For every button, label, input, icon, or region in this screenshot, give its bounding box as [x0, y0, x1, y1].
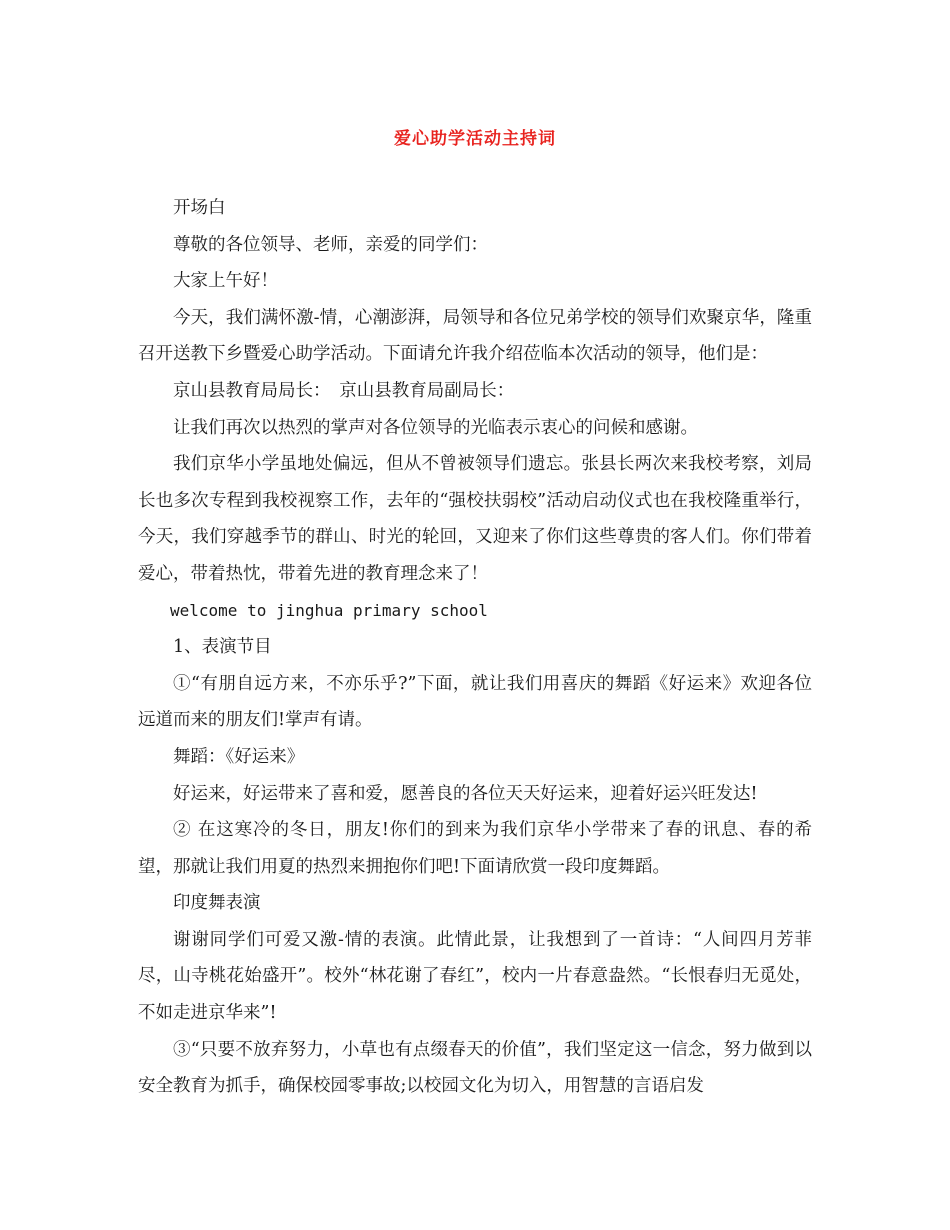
document-title: 爱心助学活动主持词	[394, 129, 556, 149]
paragraph-opening-heading: 开场白	[173, 198, 226, 218]
paragraph-good-morning: 大家上午好！	[173, 271, 278, 292]
paragraph-dance-title: 舞蹈：《好运来》	[173, 746, 305, 767]
paragraph-item-2: ② 在这寒冷的冬日，朋友!你们的到来为我们京华小学带来了春的讯息、春的希望，那就让我们用夏的热烈来拥抱你们吧!下面请欣赏一段印度舞蹈。	[138, 820, 812, 877]
paragraph-welcome-english: welcome to jinghua primary school	[170, 600, 488, 620]
paragraph-indian-dance: 印度舞表演	[173, 893, 261, 914]
document-body	[138, 190, 812, 1105]
paragraph-leaders: 京山县教育局局长： 京山县教育局副局长：	[173, 380, 515, 401]
paragraph-introduction: 今天，我们满怀激-情，心潮澎湃，局领导和各位兄弟学校的领导们欢聚京华，隆重召开送教下乡暨爱心助学活动。下面请允许我介绍莅临本次活动的领导，他们是：	[138, 307, 812, 365]
paragraph-poem: 谢谢同学们可爱又激-情的表演。此情此景，让我想到了一首诗：“人间四月芳菲尽，山寺桃花始盛开”。校外“林花谢了春红”，校内一片春意盎然。“长恨春归无觅处，不如走进京华来”!	[138, 929, 812, 1024]
paragraph-item-1: ①“有朋自远方来，不亦乐乎?”下面，就让我们用喜庆的舞蹈《好运来》欢迎各位远道而来的朋友们!掌声有请。	[138, 673, 812, 731]
paragraph-greeting: 尊敬的各位领导、老师，亲爱的同学们：	[173, 234, 488, 255]
paragraph-section-performance: 1、表演节目	[173, 637, 272, 658]
paragraph-thanks: 让我们再次以热烈的掌声对各位领导的光临表示衷心的问候和感谢。	[173, 417, 698, 438]
paragraph-good-luck: 好运来，好运带来了喜和爱，愿善良的各位天天好运来，迎着好运兴旺发达!	[173, 783, 758, 804]
paragraph-item-3: ③“只要不放弃努力，小草也有点缀春天的价值”，我们坚定这一信念，努力做到以安全教育为抓手，确保校园零事故;以校园文化为切入，用智慧的言语启发	[138, 1039, 812, 1097]
paragraph-school-intro: 我们京华小学虽地处偏远，但从不曾被领导们遗忘。张县长两次来我校考察，刘局长也多次专程到我校视察工作，去年的“强校扶弱校”活动启动仪式也在我校隆重举行，今天，我们穿越季节的群山、时光的轮回，又迎来了你们这些尊贵的客人们。你们带着爱心，带着热忱，带着先进的教育理念来了！	[138, 454, 812, 584]
